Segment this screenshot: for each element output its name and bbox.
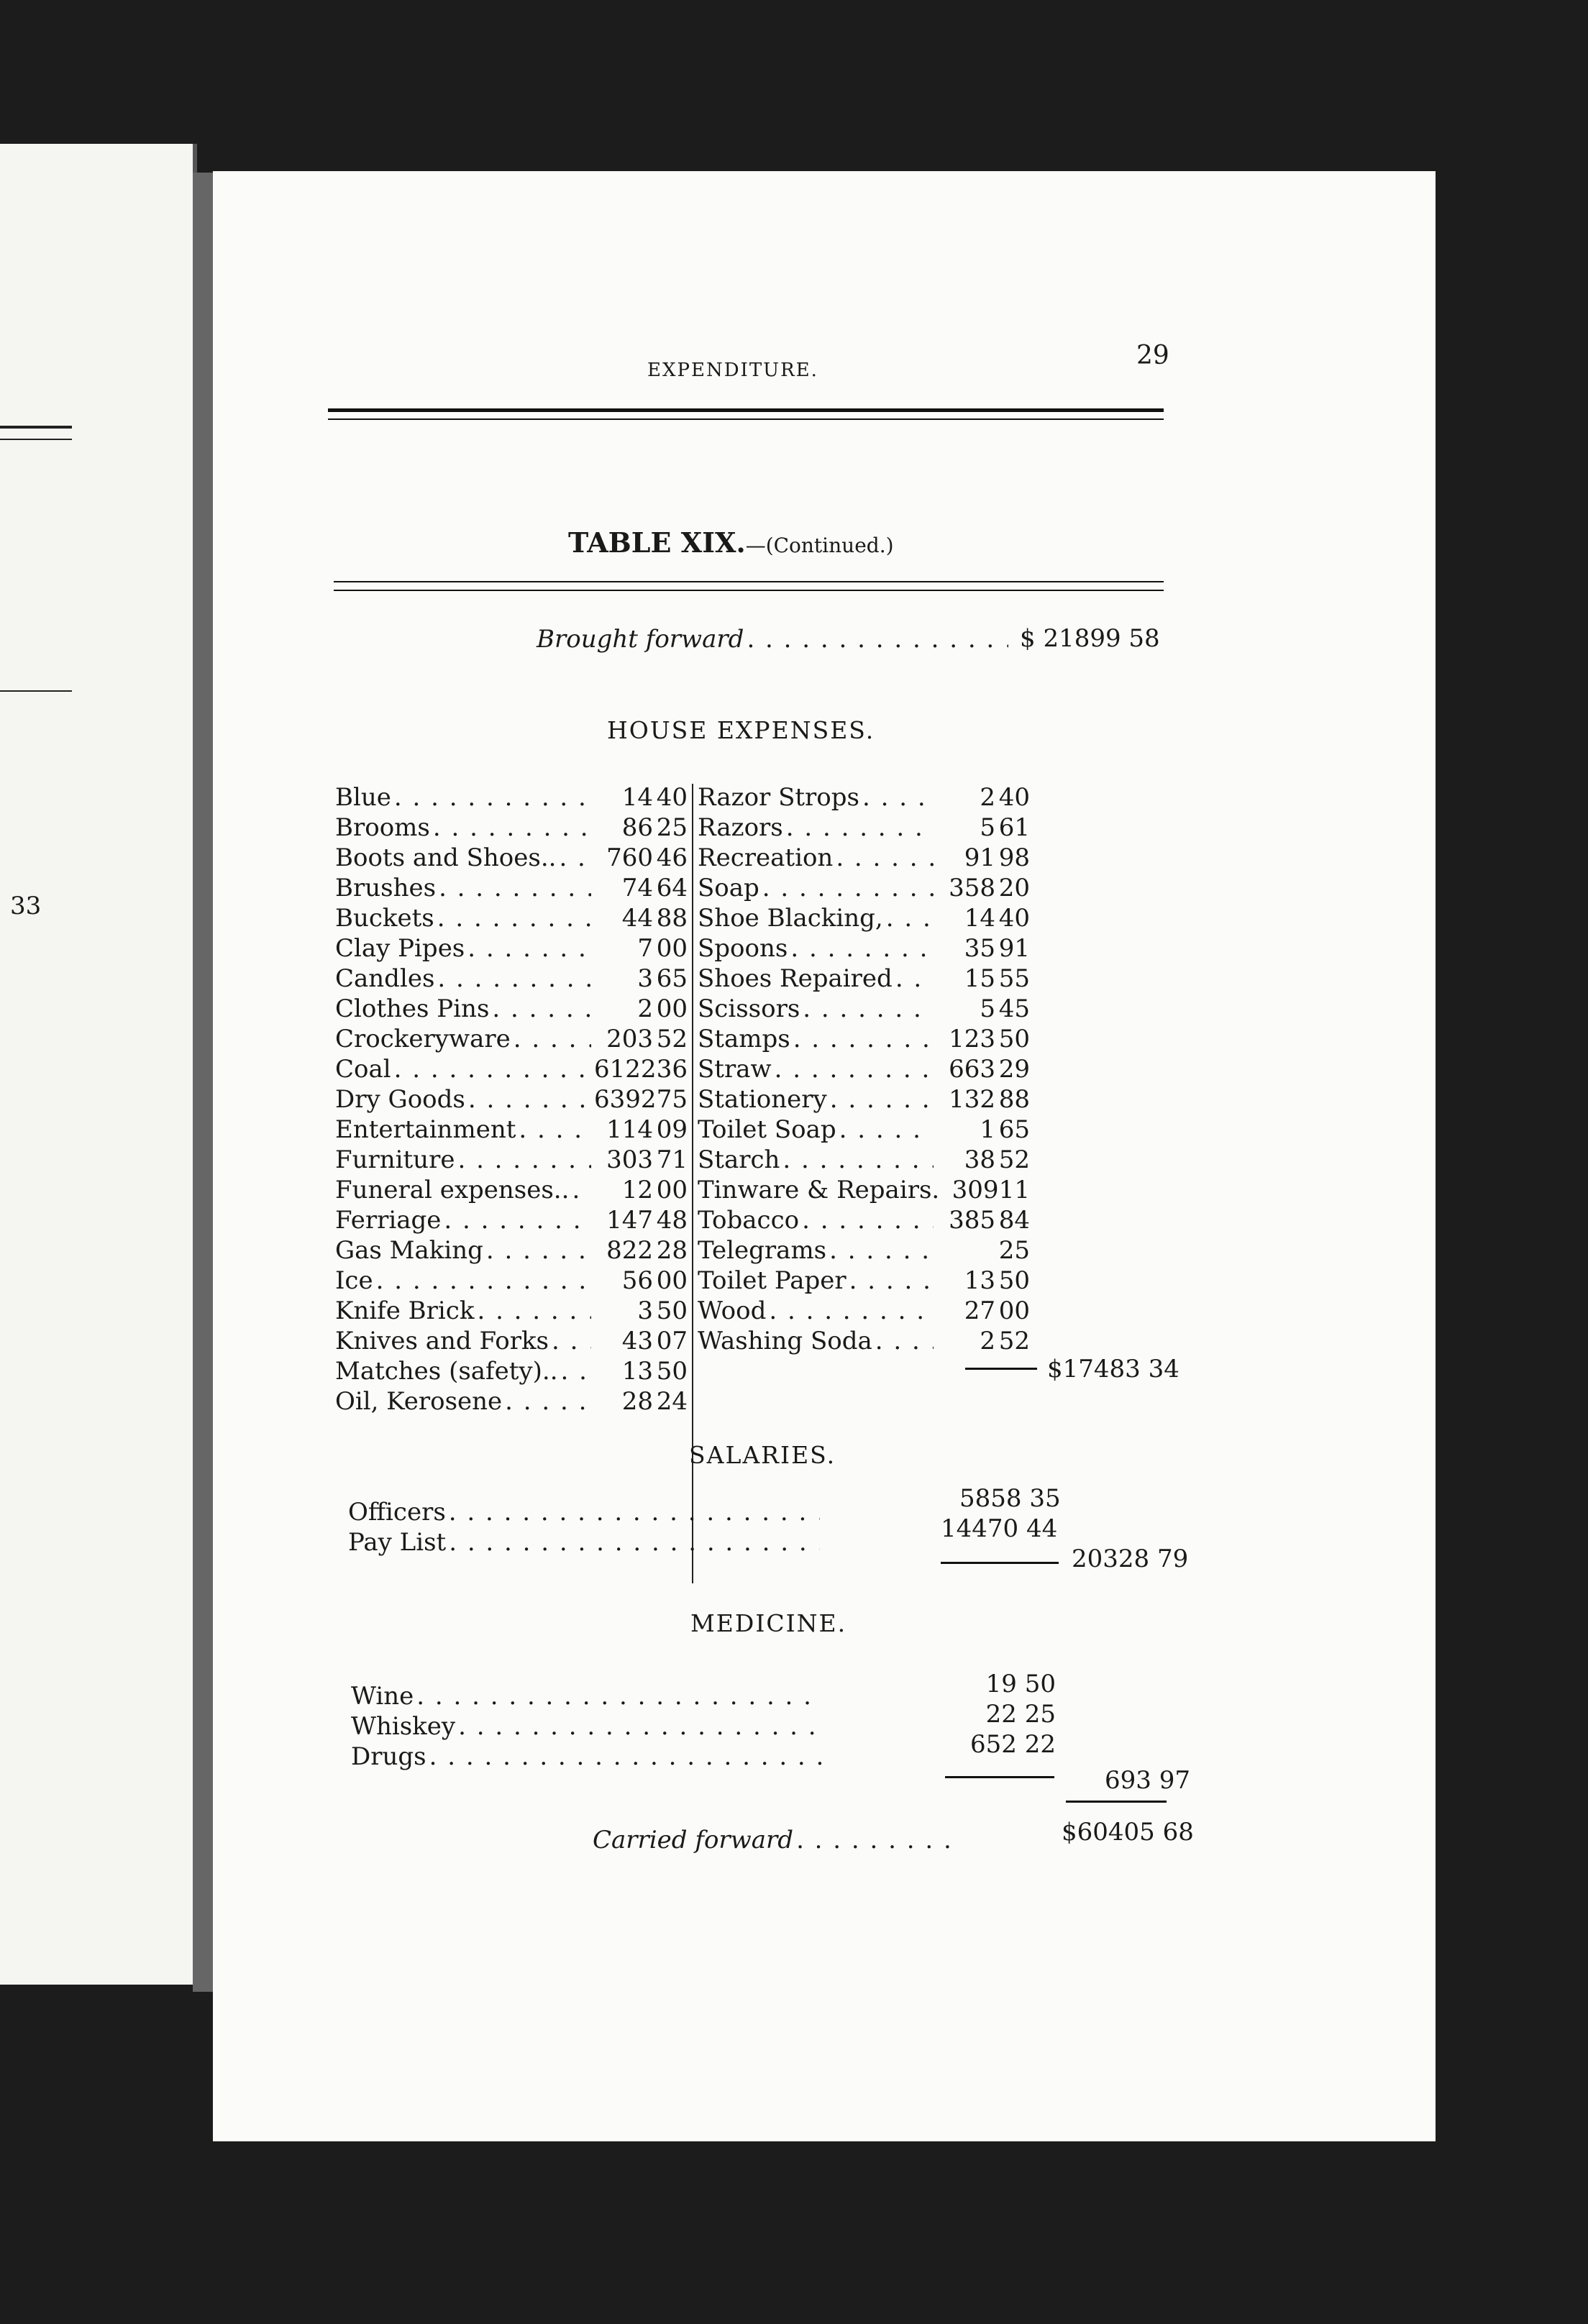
left-page-rule xyxy=(0,690,72,692)
list-item xyxy=(335,843,688,873)
list-item xyxy=(335,1356,688,1386)
item-dollars: 2 xyxy=(637,994,653,1023)
item-dollars: 91 xyxy=(964,843,995,872)
item-label: Scissors xyxy=(698,994,800,1023)
item-label: Buckets xyxy=(335,904,434,933)
leader-dots xyxy=(793,1024,934,1054)
item-dollars: 147 xyxy=(606,1206,653,1235)
item-label: Wood xyxy=(698,1296,767,1325)
list-item xyxy=(698,782,1030,813)
item-dollars: 43 xyxy=(621,1327,653,1355)
leader-dots xyxy=(394,1054,591,1084)
item-label: Spoons xyxy=(698,934,788,963)
item-cents: 65 xyxy=(656,964,688,993)
list-item xyxy=(335,782,688,813)
leader-dots xyxy=(437,903,591,933)
leader-dots xyxy=(796,1825,949,1855)
running-title: EXPENDITURE. xyxy=(647,360,818,381)
header-rule-thin xyxy=(328,418,1164,420)
item-amount: 22 25 xyxy=(985,1700,1056,1729)
medicine-heading: MEDICINE. xyxy=(690,1609,847,1637)
page-number: 29 xyxy=(1136,341,1169,370)
list-item xyxy=(335,1175,688,1205)
item-dollars: 56 xyxy=(621,1266,653,1295)
item-cents: 88 xyxy=(656,904,688,933)
item-label: Crockeryware xyxy=(335,1025,511,1053)
item-dollars: 663 xyxy=(949,1055,995,1084)
item-cents: 25 xyxy=(656,813,688,842)
item-dollars: 15 xyxy=(964,964,995,993)
item-label: Toilet Paper xyxy=(698,1266,847,1295)
item-label: Boots and Shoes.. xyxy=(335,843,557,872)
leader-dots xyxy=(458,1711,823,1742)
list-item xyxy=(335,1115,688,1145)
list-item xyxy=(335,813,688,843)
item-label: Pay List xyxy=(348,1528,447,1557)
salaries-total-rule xyxy=(941,1562,1059,1564)
grand-total-rule xyxy=(1066,1801,1167,1803)
item-label: Clay Pipes xyxy=(335,934,465,963)
item-dollars: 358 xyxy=(949,874,995,902)
list-item xyxy=(335,1326,688,1356)
list-item xyxy=(348,1527,823,1557)
list-item xyxy=(698,843,1030,873)
item-label: Coal xyxy=(335,1055,391,1084)
leader-dots xyxy=(875,1326,934,1356)
leader-dots xyxy=(786,813,934,843)
item-label: Oil, Kerosene xyxy=(335,1387,503,1416)
leader-dots xyxy=(439,873,591,903)
salaries-total: 20328 79 xyxy=(1072,1545,1189,1573)
item-cents: 40 xyxy=(656,783,688,812)
list-item xyxy=(698,1205,1030,1235)
list-item xyxy=(335,1024,688,1054)
list-item xyxy=(698,1084,1030,1115)
list-item xyxy=(698,1024,1030,1054)
item-cents: 00 xyxy=(998,1296,1030,1325)
leader-dots xyxy=(762,873,934,903)
list-item xyxy=(335,933,688,964)
item-cents: 25 xyxy=(998,1236,1030,1265)
title-rule xyxy=(334,581,1164,582)
item-cents: 00 xyxy=(656,1176,688,1204)
item-label: Blue xyxy=(335,783,391,812)
item-dollars: 2 xyxy=(980,1327,995,1355)
table-title-continued: —(Continued.) xyxy=(745,534,894,557)
leader-dots xyxy=(457,1145,591,1175)
leader-dots xyxy=(802,1205,934,1235)
house-expenses-total: $17483 34 xyxy=(1047,1355,1179,1383)
item-dollars: 74 xyxy=(621,874,653,902)
item-dollars: 123 xyxy=(949,1025,995,1053)
item-label: Drugs xyxy=(351,1742,426,1771)
item-label: Shoes Repaired xyxy=(698,964,893,993)
item-label: Razors xyxy=(698,813,783,842)
item-label: Gas Making xyxy=(335,1236,483,1265)
item-cents: 52 xyxy=(998,1145,1030,1174)
leader-dots xyxy=(830,1084,934,1115)
list-item xyxy=(335,964,688,994)
list-item xyxy=(698,1235,1030,1266)
item-cents: 50 xyxy=(656,1357,688,1386)
leader-dots xyxy=(559,843,591,873)
leader-dots xyxy=(782,1145,934,1175)
item-cents: 48 xyxy=(656,1206,688,1235)
house-expenses-total-rule xyxy=(965,1368,1037,1370)
item-dollars: 203 xyxy=(606,1025,653,1053)
item-cents: 65 xyxy=(998,1115,1030,1144)
item-label: Furniture xyxy=(335,1145,455,1174)
leader-dots xyxy=(449,1497,820,1527)
leader-dots xyxy=(803,994,934,1024)
left-page-rule xyxy=(0,439,72,440)
leader-dots xyxy=(492,994,591,1024)
item-amount: 652 22 xyxy=(970,1730,1056,1759)
item-cents: 91 xyxy=(998,934,1030,963)
list-item xyxy=(698,1175,1030,1205)
list-item xyxy=(335,1235,688,1266)
item-dollars: 822 xyxy=(606,1236,653,1265)
leader-dots xyxy=(572,1175,591,1205)
item-dollars: 13 xyxy=(964,1266,995,1295)
table-title-label: TABLE XIX. xyxy=(568,526,746,559)
item-label: Knives and Forks xyxy=(335,1327,549,1355)
item-cents: 11 xyxy=(998,1176,1030,1204)
item-amount: 14470 44 xyxy=(941,1514,1058,1543)
leader-dots xyxy=(376,1266,591,1296)
medicine-total: 693 97 xyxy=(1105,1766,1190,1795)
item-label: Whiskey xyxy=(351,1712,456,1741)
item-cents: 71 xyxy=(656,1145,688,1174)
item-dollars: 7 xyxy=(637,934,653,963)
item-dollars: 44 xyxy=(621,904,653,933)
carried-forward-label: Carried forward xyxy=(593,1826,794,1854)
item-label: Brooms xyxy=(335,813,430,842)
brought-forward-amount: $ 21899 58 xyxy=(1020,624,1160,653)
leader-dots xyxy=(514,1024,591,1054)
medicine-total-rule xyxy=(945,1776,1054,1778)
item-cents: 50 xyxy=(656,1296,688,1325)
leader-dots xyxy=(394,782,591,813)
item-label: Clothes Pins xyxy=(335,994,490,1023)
item-cents: 50 xyxy=(998,1025,1030,1053)
leader-dots xyxy=(829,1235,934,1266)
item-cents: 88 xyxy=(998,1085,1030,1114)
list-item xyxy=(698,964,1030,994)
item-cents: 50 xyxy=(998,1266,1030,1295)
list-item xyxy=(348,1497,823,1527)
item-dollars: 35 xyxy=(964,934,995,963)
list-item xyxy=(698,813,1030,843)
item-cents: 52 xyxy=(998,1327,1030,1355)
page xyxy=(213,171,1436,2141)
leader-dots xyxy=(449,1527,820,1557)
item-cents: 40 xyxy=(998,783,1030,812)
item-label: Officers xyxy=(348,1498,446,1527)
item-cents: 45 xyxy=(998,994,1030,1023)
list-item xyxy=(335,1145,688,1175)
carried-forward-amount: $60405 68 xyxy=(1062,1818,1194,1847)
leader-dots xyxy=(862,782,934,813)
item-dollars: 5 xyxy=(980,813,995,842)
list-item xyxy=(335,1386,688,1417)
leader-dots xyxy=(505,1386,591,1417)
brought-forward-label: Brought forward xyxy=(537,625,744,654)
brought-forward-row xyxy=(537,624,1011,654)
item-cents: 29 xyxy=(998,1055,1030,1084)
item-cents: 09 xyxy=(656,1115,688,1144)
leader-dots xyxy=(437,964,591,994)
item-label: Razor Strops xyxy=(698,783,859,812)
leader-dots xyxy=(429,1742,823,1772)
leader-dots xyxy=(769,1296,934,1326)
left-page-rule xyxy=(0,426,72,429)
list-item xyxy=(698,994,1030,1024)
list-item xyxy=(698,1326,1030,1356)
item-dollars: 303 xyxy=(606,1145,653,1174)
list-item xyxy=(335,873,688,903)
item-cents: 20 xyxy=(998,874,1030,902)
item-dollars: 14 xyxy=(964,904,995,933)
list-item xyxy=(698,933,1030,964)
leader-dots xyxy=(552,1326,591,1356)
leader-dots xyxy=(775,1054,934,1084)
list-item xyxy=(335,1084,688,1115)
leader-dots xyxy=(433,813,591,843)
item-amount: 5858 35 xyxy=(959,1484,1061,1513)
leader-dots xyxy=(416,1681,823,1711)
leader-dots xyxy=(519,1115,591,1145)
item-cents: 28 xyxy=(656,1236,688,1265)
item-cents: 00 xyxy=(656,994,688,1023)
leader-dots xyxy=(477,1296,591,1326)
item-label: Knife Brick xyxy=(335,1296,475,1325)
list-item xyxy=(335,994,688,1024)
item-label: Starch xyxy=(698,1145,780,1174)
item-cents: 46 xyxy=(656,843,688,872)
item-dollars: 132 xyxy=(949,1085,995,1114)
leader-dots xyxy=(895,964,934,994)
item-label: Stationery xyxy=(698,1085,827,1114)
item-dollars: 12 xyxy=(621,1176,653,1204)
leader-dots xyxy=(849,1266,934,1296)
list-item xyxy=(698,873,1030,903)
title-rule xyxy=(334,590,1164,591)
item-cents: 84 xyxy=(998,1206,1030,1235)
item-dollars: 38 xyxy=(964,1145,995,1174)
list-item xyxy=(335,903,688,933)
item-cents: 00 xyxy=(656,1266,688,1295)
leader-dots xyxy=(467,933,591,964)
list-item xyxy=(335,1205,688,1235)
leader-dots xyxy=(444,1205,591,1235)
list-item xyxy=(698,1054,1030,1084)
item-dollars: 28 xyxy=(621,1387,653,1416)
header-rule xyxy=(328,408,1164,412)
leader-dots xyxy=(486,1235,591,1266)
item-cents: 64 xyxy=(656,874,688,902)
list-item xyxy=(335,1296,688,1326)
left-page-number: 33 xyxy=(10,892,42,920)
list-item xyxy=(698,1115,1030,1145)
leader-dots xyxy=(836,843,934,873)
leader-dots xyxy=(790,933,934,964)
item-label: Ferriage xyxy=(335,1206,442,1235)
item-dollars: 86 xyxy=(621,813,653,842)
item-dollars: 6122 xyxy=(594,1055,657,1084)
item-cents: 07 xyxy=(656,1327,688,1355)
item-dollars: 27 xyxy=(964,1296,995,1325)
item-dollars: 14 xyxy=(621,783,653,812)
item-label: Stamps xyxy=(698,1025,790,1053)
item-label: Candles xyxy=(335,964,435,993)
item-dollars: 385 xyxy=(949,1206,995,1235)
leader-dots xyxy=(747,624,1008,654)
item-label: Tinware & Repairs. xyxy=(698,1176,940,1204)
item-cents: 40 xyxy=(998,904,1030,933)
item-dollars: 1 xyxy=(980,1115,995,1144)
item-cents: 52 xyxy=(656,1025,688,1053)
list-item xyxy=(351,1742,826,1772)
item-label: Telegrams xyxy=(698,1236,827,1265)
list-item xyxy=(335,1054,688,1084)
item-cents: 75 xyxy=(656,1085,688,1114)
list-item xyxy=(698,1266,1030,1296)
left-page-fragment xyxy=(0,144,197,1985)
item-label: Wine xyxy=(351,1682,414,1711)
item-dollars: 3 xyxy=(637,964,653,993)
table-title xyxy=(568,526,894,559)
item-dollars: 114 xyxy=(606,1115,653,1144)
list-item xyxy=(698,1145,1030,1175)
item-label: Toilet Soap xyxy=(698,1115,836,1144)
leader-dots xyxy=(468,1084,591,1115)
item-cents: 61 xyxy=(998,813,1030,842)
item-dollars: 2 xyxy=(980,783,995,812)
list-item xyxy=(335,1266,688,1296)
item-dollars: 5 xyxy=(980,994,995,1023)
item-label: Dry Goods xyxy=(335,1085,465,1114)
item-amount: 19 50 xyxy=(985,1670,1056,1698)
item-cents: 24 xyxy=(656,1387,688,1416)
item-cents: 98 xyxy=(998,843,1030,872)
salaries-heading: SALARIES. xyxy=(689,1441,836,1469)
leader-dots xyxy=(839,1115,934,1145)
item-dollars: 309 xyxy=(952,1176,999,1204)
list-item xyxy=(351,1681,826,1711)
item-dollars: 6392 xyxy=(594,1085,657,1114)
list-item xyxy=(351,1711,826,1742)
house-expenses-heading: HOUSE EXPENSES. xyxy=(607,716,875,744)
item-label: Washing Soda xyxy=(698,1327,872,1355)
item-cents: 36 xyxy=(656,1055,688,1084)
carried-forward-row xyxy=(593,1825,952,1855)
item-label: Ice xyxy=(335,1266,373,1295)
item-dollars: 13 xyxy=(621,1357,653,1386)
item-cents: 55 xyxy=(998,964,1030,993)
item-label: Straw xyxy=(698,1055,772,1084)
item-label: Recreation xyxy=(698,843,834,872)
item-label: Entertainment xyxy=(335,1115,516,1144)
list-item xyxy=(698,1296,1030,1326)
item-label: Matches (safety).. xyxy=(335,1357,558,1386)
item-label: Funeral expenses.. xyxy=(335,1176,570,1204)
item-label: Tobacco xyxy=(698,1206,800,1235)
item-dollars: 3 xyxy=(637,1296,653,1325)
item-label: Shoe Blacking, xyxy=(698,904,883,933)
leader-dots xyxy=(561,1356,591,1386)
item-cents: 00 xyxy=(656,934,688,963)
item-dollars: 760 xyxy=(606,843,653,872)
leader-dots xyxy=(886,903,934,933)
item-label: Soap xyxy=(698,874,759,902)
list-item xyxy=(698,903,1030,933)
item-label: Brushes xyxy=(335,874,437,902)
